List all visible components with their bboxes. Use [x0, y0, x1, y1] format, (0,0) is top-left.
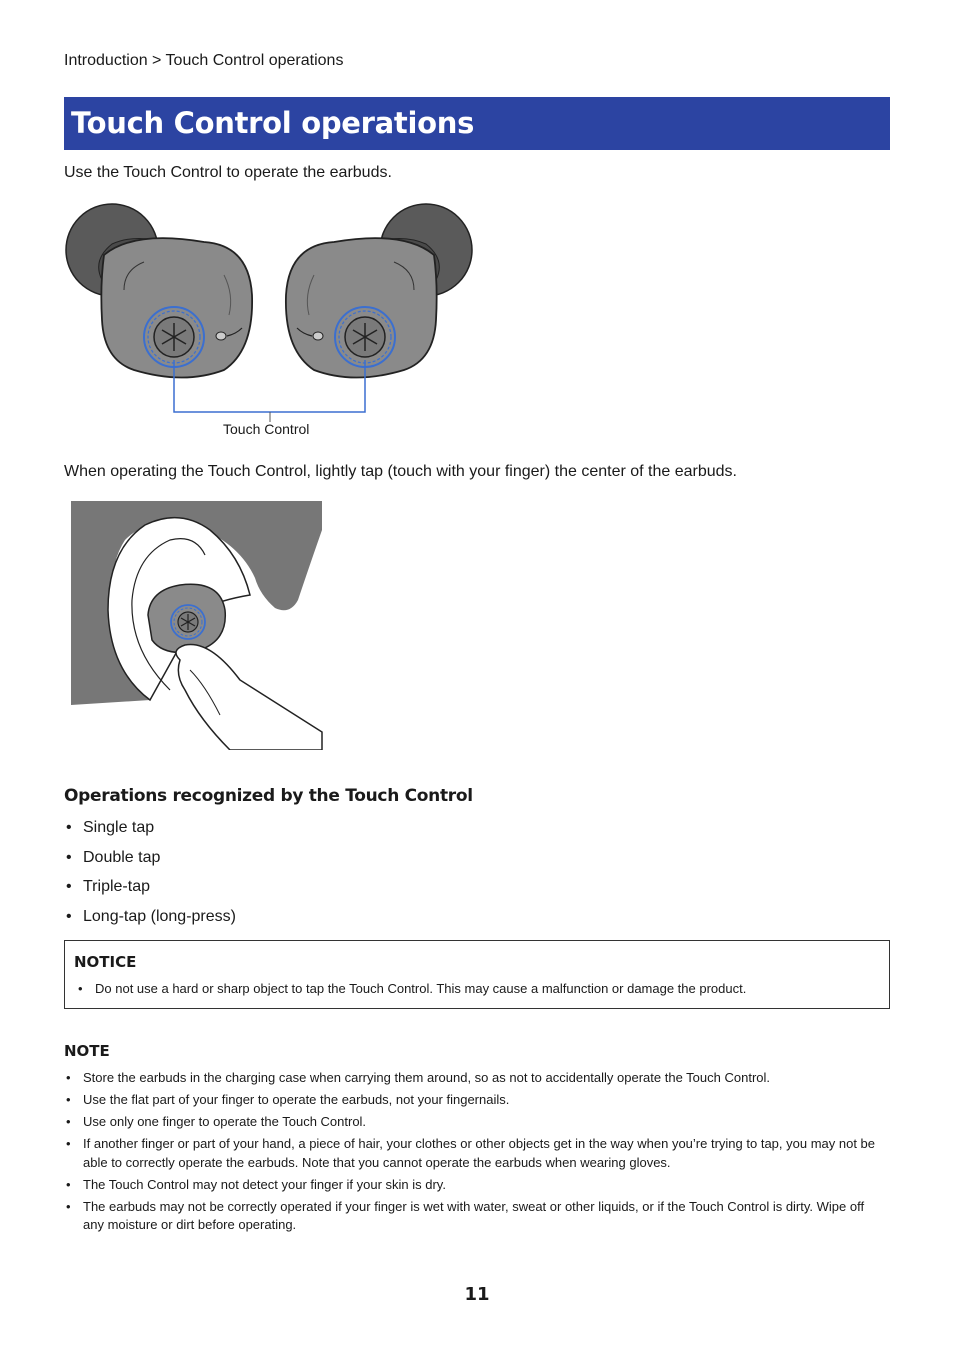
list-item: • The earbuds may not be correctly operated if your finger is wet with water, sweat or other liquids, or if the Touch Control is dirty. Wipe off any moisture or dirt before operating. — [66, 1198, 886, 1235]
note-title: NOTE — [64, 1042, 110, 1060]
right-earbud — [286, 204, 472, 378]
notice-title: NOTICE — [74, 953, 137, 971]
breadcrumb: Introduction > Touch Control operations — [64, 52, 344, 69]
figure-caption: Touch Control — [223, 421, 310, 437]
ear-tap-illustration — [70, 500, 324, 750]
list-item: • Store the earbuds in the charging case when carrying them around, so as not to accidentally operate the Touch Control. — [66, 1069, 886, 1088]
notice-box — [64, 940, 890, 1009]
title-bar — [64, 97, 890, 150]
list-item: • Triple-tap — [66, 875, 236, 905]
page-number: 11 — [464, 1284, 490, 1305]
list-item: • Use only one finger to operate the Touch Control. — [66, 1113, 886, 1132]
list-item: • Double tap — [66, 846, 236, 876]
instruction-text: When operating the Touch Control, lightly tap (touch with your finger) the center of the earbuds. — [64, 463, 737, 480]
left-earbud — [66, 204, 252, 378]
list-item: • Single tap — [66, 816, 236, 846]
note-list — [66, 1069, 886, 1238]
finger — [176, 644, 322, 750]
list-item: • The Touch Control may not detect your finger if your skin is dry. — [66, 1176, 886, 1195]
intro-text: Use the Touch Control to operate the earbuds. — [64, 164, 392, 181]
operations-list — [66, 816, 236, 934]
earbuds-illustration — [64, 200, 484, 445]
operations-heading: Operations recognized by the Touch Control — [64, 786, 473, 806]
list-item: • Long-tap (long-press) — [66, 905, 236, 935]
list-item: • If another finger or part of your hand, a piece of hair, your clothes or other objects get in the way when you’re trying to tap, you may not be able to correctly operate the earbuds. Note that you cannot operate the earbuds when wearing gloves. — [66, 1135, 886, 1172]
list-item: • Use the flat part of your finger to operate the earbuds, not your fingernails. — [66, 1091, 886, 1110]
page-title: Touch Control operations — [71, 106, 475, 140]
notice-item: • Do not use a hard or sharp object to tap the Touch Control. This may cause a malfunction or damage the product. — [78, 981, 746, 996]
